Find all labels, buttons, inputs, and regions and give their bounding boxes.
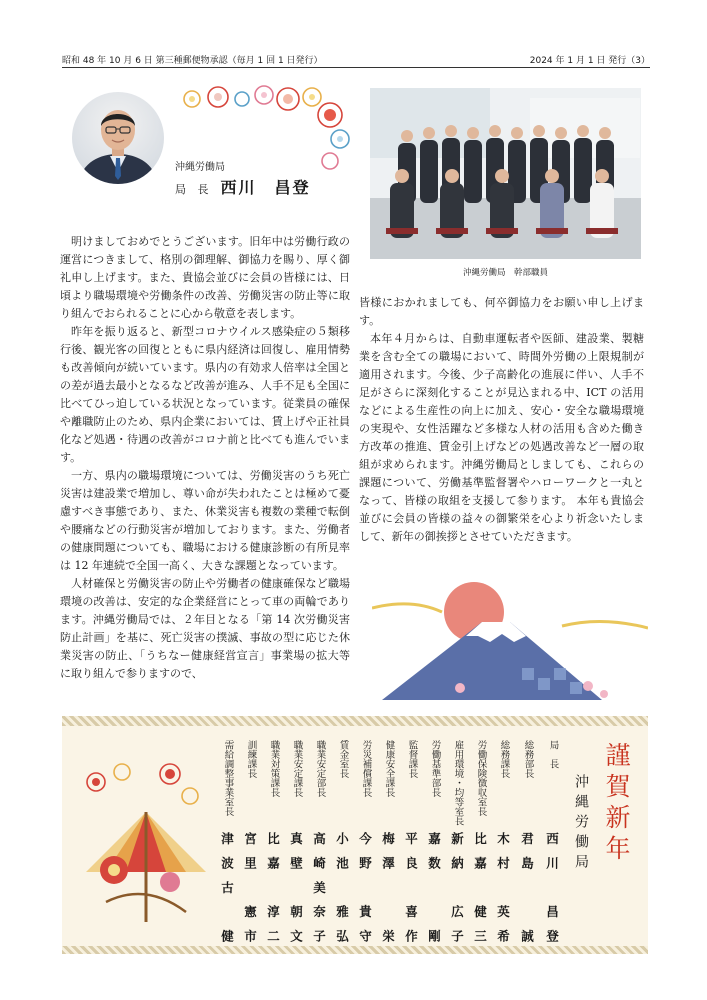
- staff-role: 健康安全課長: [383, 740, 395, 797]
- article-right-column: [359, 294, 644, 546]
- staff-role: 需給調整事業室長: [222, 740, 234, 816]
- staff-name: 真壁 朝文: [288, 832, 304, 942]
- staff-name: 比嘉 健三: [472, 832, 488, 942]
- author-title: 局 長: [175, 183, 213, 196]
- band-border-top: [62, 716, 648, 726]
- staff-name: 宮里 憲市: [242, 832, 258, 942]
- staff-name: 西川 昌登: [544, 832, 560, 942]
- staff-name: 梅澤 栄: [380, 832, 396, 942]
- staff-name: 木村 英希: [495, 832, 511, 942]
- staff-role: 監督課長: [406, 740, 418, 778]
- article-paragraph: 昨年を振り返ると、新型コロナウイルス感染症の５類移行後、観光客の回復とともに県内経済は回復し、雇用情勢も改善傾向が続いています。県内の有効求人倍率は全国との差が過去最小となるなど改善が進み、人手不足も全国に比べてひっ迫している状況となっています。従業員の確保や離職防止のため、県内企業においては、賃上げや正社員化など処遇・待遇の改善がコロナ前と比べても進んでいます。: [60, 325, 350, 464]
- photo-caption: 沖縄労働局 幹部職員: [462, 268, 548, 278]
- article-left-column: [60, 233, 350, 683]
- article-paragraph-continued: 皆様におかれましても、何卒御協力をお願い申し上げます。: [359, 296, 644, 327]
- staff-role: 職業安定部長: [314, 740, 326, 797]
- header-date: 2024 年 1 月 1 日 発行（3）: [529, 56, 650, 66]
- staff-role: 労働基準部長: [429, 740, 441, 797]
- header-issue-info: 昭和 48 年 10 月 6 日 第三種郵便物承認（毎月 1 回 1 日発行）: [62, 56, 323, 66]
- staff-role: 雇用環境・均等室長: [452, 740, 464, 826]
- staff-name: 平良 喜作: [403, 832, 419, 942]
- staff-name: 今野 貴守: [357, 832, 373, 942]
- article-paragraph: 本年４月からは、自動車運転者や医師、建設業、製糖業を含む全ての職場において、時間外労働の上限規制が適用されます。今後、少子高齢化の進展に伴い、人手不足がさらに深刻化することが見込まれる中、ICT の活用などによる生産性の向上に加え、安心・安全な職場環境の実現や、女性活躍など多様な人材の活用も含めた働き方改革の推進、賃金引上げなどの処遇改善など一層の取組が求められます。沖縄労働局としましても、これらの課題について、労働基準監督署やハローワークと一丸となって、皆様の取組を支援して参ります。 本年も貴協会並びに会員の皆様の益々の御繁栄を心より祈念いたしまして、新年の御挨拶とさせていただきます。: [359, 332, 644, 543]
- staff-name: 君島 誠: [519, 832, 535, 942]
- portrait-photo: [72, 92, 164, 184]
- staff-name: 比嘉 淳二: [265, 832, 281, 942]
- staff-name: 小池 雅弘: [334, 832, 350, 942]
- folding-fan-icon: [66, 752, 226, 940]
- staff-role: 職業対策課長: [268, 740, 280, 797]
- staff-role: 労災補償課長: [360, 740, 372, 797]
- staff-role: 労働保険徴収室長: [475, 740, 487, 816]
- staff-role: 総務課長: [498, 740, 510, 778]
- greeting-org: 沖縄労働局: [573, 774, 589, 874]
- staff-role: 職業安定課長: [291, 740, 303, 797]
- staff-role: 総務部長: [522, 740, 534, 778]
- greeting-title: 謹賀新年: [602, 742, 631, 866]
- staff-role: 局 長: [547, 740, 559, 769]
- group-photo: [370, 88, 641, 259]
- author-name: 西川 昌登: [220, 178, 311, 197]
- staff-name: 嘉数 剛: [426, 832, 442, 942]
- article-paragraph: 一方、県内の職場環境については、労働災害のうち死亡災害は建設業で増加し、尊い命が失われたことは極めて憂慮すべき事態であり、また、休業災害も複数の業種で転倒や腰痛などの行動災害が増加しております。また、労働者の健康問題についても、職場における健康診断の有所見率は 12 年連続で全国一高く、大きな課題となっています。: [60, 469, 350, 572]
- page-header: [62, 50, 650, 66]
- header-rule: [62, 67, 650, 68]
- staff-name: 津波古 健: [219, 832, 235, 942]
- staff-role: 賃金室長: [337, 740, 349, 778]
- staff-name: 新納 広子: [449, 832, 465, 942]
- fuji-sun-icon: [372, 578, 648, 704]
- band-border-bottom: [62, 946, 648, 954]
- article-paragraph: 人材確保と労働災害の防止や労働者の健康確保など職場環境の改善は、安定的な企業経営にとって車の両輪であります。沖縄労働局では、２年目となる「第 14 次労働災害防止計画」を基に、死亡災害の撲滅、事故の型に応じた休業災害の防止、「うちなー健康経営宣言」事業場の拡大等に取り組んで参りますので、: [60, 577, 350, 680]
- author-org: 沖縄労働局: [175, 162, 225, 173]
- author-title-name: [175, 175, 311, 198]
- article-paragraph: 明けましておめでとうございます。旧年中は労働行政の運営につきまして、格別の御理解、御協力を賜り、厚く御礼申し上げます。また、貴協会並びに会員の皆様には、日頃より職場環境や労働条件の改善、労働災害の防止等に取り組んでおられることに心から敬意を表します。: [60, 235, 350, 320]
- staff-name: 高崎美奈子: [311, 832, 327, 942]
- staff-role: 訓練課長: [245, 740, 257, 778]
